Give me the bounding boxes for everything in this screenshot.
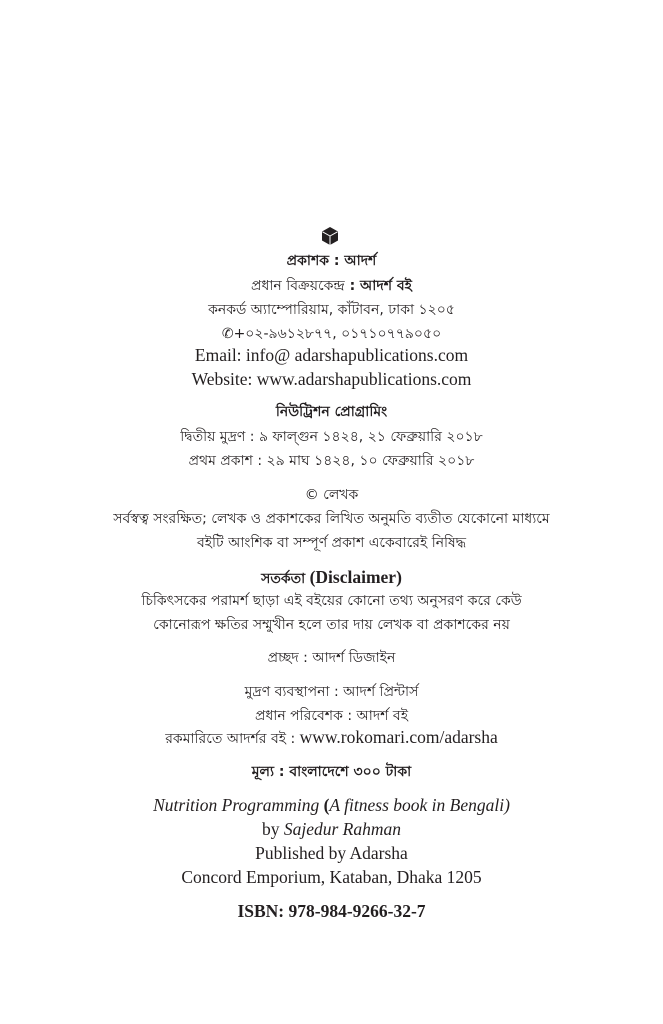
publisher-line: প্রকাশক : আদর্শ [286, 253, 377, 269]
first-publish: প্রথম প্রকাশ : ২৯ মাঘ ১৪২৪, ১০ ফেব্রুয়ারি ২০১৮ [188, 453, 475, 469]
sales-center [0, 279, 663, 293]
by-label: by [261, 819, 284, 839]
english-address: Concord Emporium, Kataban, Dhaka 1205 [181, 867, 482, 887]
author-name: Sajedur Rahman [283, 819, 402, 839]
rights-line-2: বইটি আংশিক বা সম্পূর্ণ প্রকাশ একেবারেই নিষিদ্ধ [196, 535, 467, 551]
book-title-bn: নিউট্রিশন প্রোগ্রামিং [275, 404, 388, 420]
published-by: Published by Adarsha [255, 843, 408, 863]
main-distributor: প্রধান পরিবেশক : আদর্শ বই [255, 708, 408, 724]
disclaimer-heading [0, 569, 663, 587]
disclaimer-heading-bn: সতর্কতা [261, 571, 306, 587]
email-line [0, 347, 663, 365]
rokomari-url[interactable]: www.rokomari.com/adarsha [299, 727, 498, 747]
website-value[interactable]: www.adarshapublications.com [252, 369, 472, 389]
website-line [0, 371, 663, 389]
english-title-line [0, 797, 663, 815]
print-management: মুদ্রণ ব্যবস্থাপনা : আদর্শ প্রিন্টার্স [244, 684, 419, 700]
phone-icon: ✆ [221, 326, 234, 342]
rokomari-label: রকমারিতে আদর্শর বই : [165, 731, 300, 747]
email-value[interactable]: info@ adarshapublications.com [241, 345, 469, 365]
english-subtitle: A fitness book in Bengali) [329, 795, 510, 815]
author-line [0, 821, 663, 839]
phone-number: +০২-৯৬১২৮৭৭, ০১৭১০৭৭৯০৫০ [233, 326, 442, 342]
cube-logo-icon [321, 226, 339, 246]
disclaimer-line-1: চিকিৎসকের পরামর্শ ছাড়া এই বইয়ের কোনো তথ্য অনুসরণ করে কেউ [141, 593, 522, 609]
paren-open: ( [319, 795, 330, 815]
email-label: Email: [194, 345, 242, 365]
website-label: Website: [191, 369, 253, 389]
sales-center-value: : আদর্শ বই [344, 278, 412, 294]
cover-credit: প্রচ্ছদ : আদর্শ ডিজাইন [267, 650, 396, 666]
price: মূল্য : বাংলাদেশে ৩০০ টাকা [251, 764, 412, 780]
disclaimer-line-2: কোনোরূপ ক্ষতির সম্মুখীন হলে তার দায় লেখক বা প্রকাশকের নয় [153, 617, 510, 633]
english-title: Nutrition Programming [153, 795, 320, 815]
publisher-address: কনকর্ড অ্যাম্পোরিয়াম, কাঁটাবন, ঢাকা ১২০৫ [208, 302, 455, 318]
second-print: দ্বিতীয় মুদ্রণ : ৯ ফাল্গুন ১৪২৪, ২১ ফেব্রুয়ারি ২০১৮ [180, 429, 483, 445]
disclaimer-heading-en: (Disclaimer) [305, 567, 402, 587]
copyright-line: © লেখক [304, 487, 359, 503]
rokomari-line [0, 729, 663, 747]
sales-center-label: প্রধান বিক্রয়কেন্দ্র [251, 278, 345, 294]
phone-line [0, 327, 663, 341]
isbn: ISBN: 978-984-9266-32-7 [237, 901, 426, 921]
rights-line-1: সর্বস্বত্ব সংরক্ষিত; লেখক ও প্রকাশকের লিখিত অনুমতি ব্যতীত যেকোনো মাধ্যমে [113, 511, 550, 527]
